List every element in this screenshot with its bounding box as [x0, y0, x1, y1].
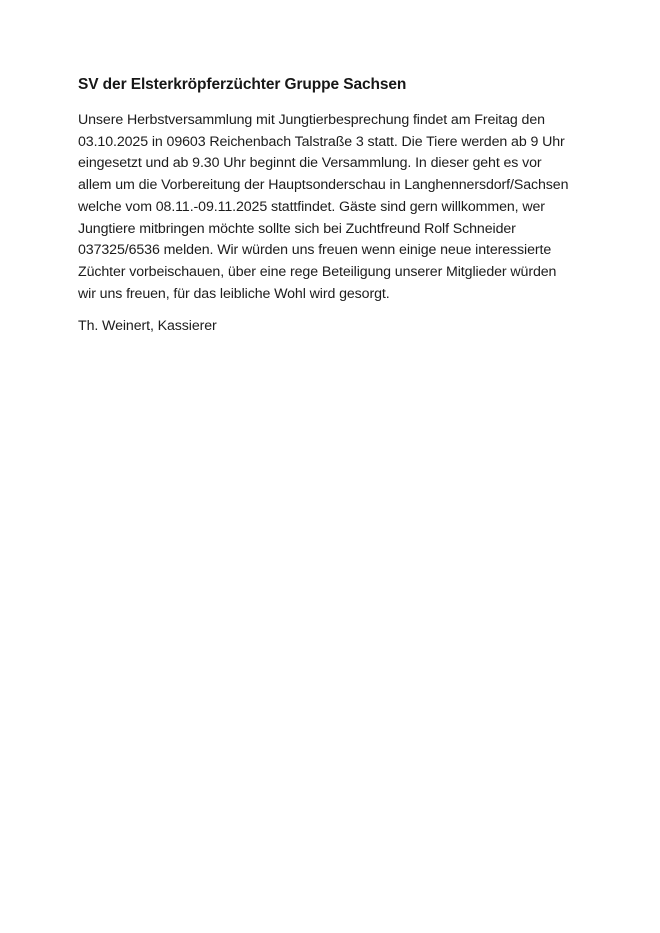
- body-line: eingesetzt und ab 9.30 Uhr beginnt die Versammlung. In dieser geht es vor: [78, 155, 542, 172]
- signature-line: Th. Weinert, Kassierer: [78, 318, 217, 335]
- document-title: SV der Elsterkröpferzüchter Gruppe Sachsen: [78, 76, 407, 93]
- body-line: Züchter vorbeischauen, über eine rege Beteiligung unserer Mitglieder würden: [78, 263, 557, 280]
- body-line: allem um die Vorbereitung der Hauptsonderschau in Langhennersdorf/Sachsen: [78, 177, 569, 194]
- body-line: Jungtiere mitbringen möchte sollte sich bei Zuchtfreund Rolf Schneider: [78, 220, 516, 237]
- body-line: wir uns freuen, für das leibliche Wohl wird gesorgt.: [78, 285, 390, 302]
- document-content: [78, 74, 590, 338]
- body-line: 037325/6536 melden. Wir würden uns freuen wenn einige neue interessierte: [78, 242, 552, 259]
- body-line: welche vom 08.11.-09.11.2025 stattfindet. Gäste sind gern willkommen, wer: [78, 198, 545, 215]
- body-line: 03.10.2025 in 09603 Reichenbach Talstraße 3 statt. Die Tiere werden ab 9 Uhr: [78, 133, 565, 150]
- body-line: Unsere Herbstversammlung mit Jungtierbesprechung findet am Freitag den: [78, 112, 545, 128]
- body-paragraph: [78, 110, 590, 305]
